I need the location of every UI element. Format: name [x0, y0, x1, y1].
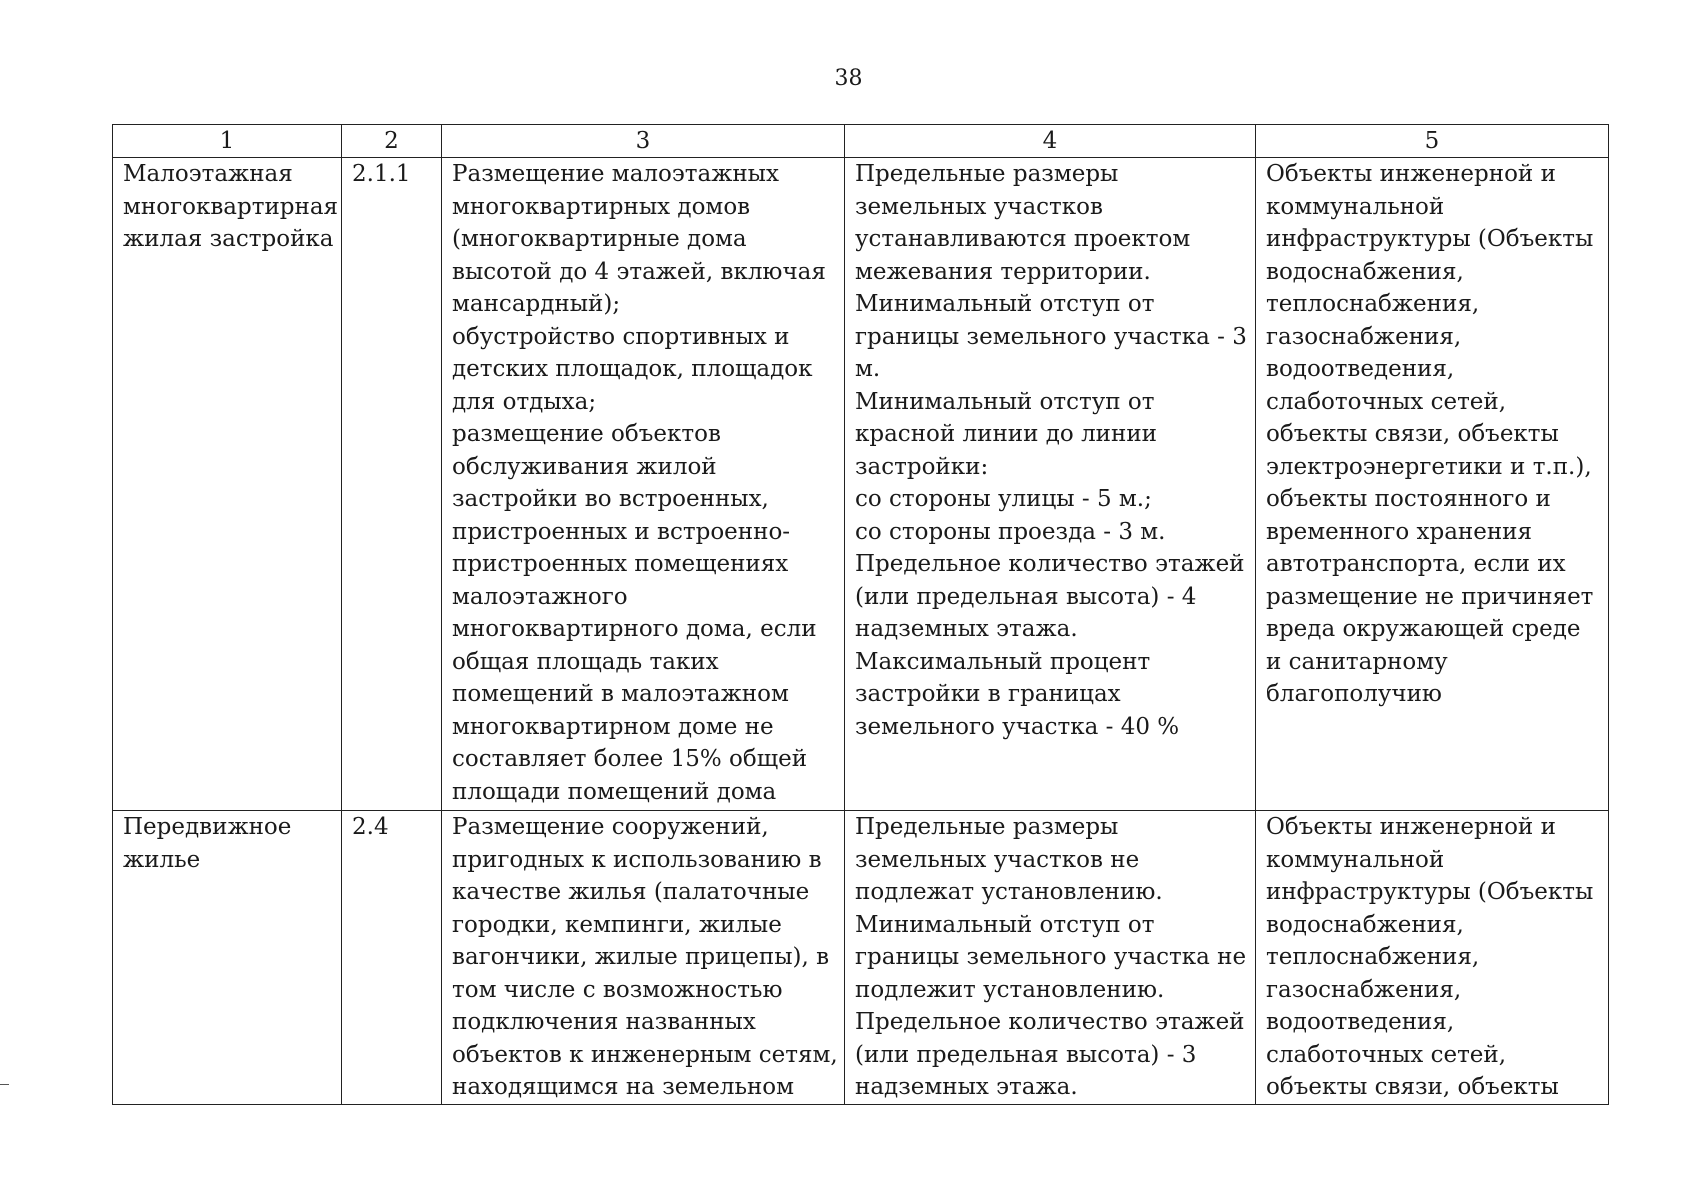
cell-text-line: общая площадь таких — [452, 648, 719, 675]
cell-text-line: жилье — [123, 846, 201, 873]
cell-text-line: объекты связи, объекты — [1266, 1074, 1559, 1100]
cell-text-line: устанавливаются проектом — [855, 226, 1191, 252]
column-header-3: 3 — [442, 125, 845, 158]
auxiliary-uses-cell — [1256, 158, 1609, 811]
cell-text-line: Предельные размеры — [855, 814, 1119, 840]
cell-text-line: границы земельного участка не — [855, 944, 1247, 970]
land-use-name-cell — [113, 158, 342, 811]
cell-text-line: размещение объектов — [452, 421, 721, 447]
cell-text-line: Объекты инженерной и — [1266, 814, 1556, 840]
cell-text-line: пристроенных помещениях — [452, 551, 789, 577]
cell-text-line: со стороны улицы - 5 м.; — [855, 486, 1152, 512]
cell-text-line: многоквартирных домов — [452, 193, 751, 220]
cell-text-line: Минимальный отступ от — [855, 388, 1155, 415]
cell-text-line: для отдыха; — [452, 388, 597, 415]
cell-text-line: Передвижное — [123, 814, 292, 840]
cell-text-line: Размещение малоэтажных — [452, 161, 779, 187]
cell-text-line: Минимальный отступ от — [855, 911, 1155, 938]
cell-text-line: 2.1.1 — [352, 161, 411, 187]
parameters-cell — [845, 158, 1256, 811]
cell-text-line: детских площадок, площадок — [452, 356, 813, 382]
cell-text-line: обустройство спортивных и — [452, 323, 790, 350]
cell-text-line: благополучию — [1266, 681, 1442, 707]
cell-text-line: водоснабжения, — [1266, 258, 1464, 285]
cell-text-line: мансардный); — [452, 291, 621, 317]
auxiliary-uses-cell — [1256, 811, 1609, 1105]
column-header-1: 1 — [113, 125, 342, 158]
cell-text-line: том числе с возможностью — [452, 976, 783, 1003]
cell-text-line: инфраструктуры (Объекты — [1266, 226, 1594, 252]
cell-text-line: малоэтажного — [452, 583, 628, 610]
cell-text-line: (многоквартирные дома — [452, 226, 747, 252]
cell-text-line: Малоэтажная — [123, 161, 293, 187]
cell-text-line: Максимальный процент — [855, 648, 1151, 675]
cell-text-line: составляет более 15% общей — [452, 746, 808, 772]
cell-text-line: жилая застройка — [123, 226, 334, 252]
cell-text-line: инфраструктуры (Объекты — [1266, 879, 1594, 905]
cell-text-line: Предельное количество этажей — [855, 551, 1245, 577]
use-code-cell — [342, 158, 442, 811]
cell-text-line: вреда окружающей среде — [1266, 616, 1581, 642]
column-header-2: 2 — [342, 125, 442, 158]
use-description-cell — [442, 158, 845, 811]
cell-text-line: пригодных к использованию в — [452, 846, 822, 873]
cell-text-line: электроэнергетики и т.п.), — [1266, 453, 1592, 480]
cell-text-line: многоквартирного дома, если — [452, 616, 817, 642]
cell-text-line: коммунальной — [1266, 193, 1445, 220]
cell-text-line: Предельное количество этажей — [855, 1009, 1245, 1035]
regulations-table — [112, 124, 1609, 1105]
column-header-4: 4 — [845, 125, 1256, 158]
parameters-cell — [845, 811, 1256, 1105]
scan-margin-mark — [0, 1084, 9, 1085]
cell-text-line: и санитарному — [1266, 648, 1448, 675]
cell-text-line: подлежат установлению. — [855, 879, 1163, 905]
cell-text-line: вагончики, жилые прицепы), в — [452, 944, 830, 970]
cell-text-line: многоквартирная — [123, 193, 339, 220]
cell-text-line: многоквартирном доме не — [452, 713, 774, 740]
cell-text-line: Объекты инженерной и — [1266, 161, 1556, 187]
cell-text-line: высотой до 4 этажей, включая — [452, 258, 826, 285]
cell-text-line: м. — [855, 356, 881, 382]
cell-text-line: теплоснабжения, — [1266, 944, 1480, 970]
cell-text-line: застройки: — [855, 453, 989, 480]
column-header-5: 5 — [1256, 125, 1609, 158]
cell-text-line: качестве жилья (палаточные — [452, 879, 810, 905]
cell-text-line: красной линии до линии — [855, 421, 1157, 447]
cell-text-line: 2.4 — [352, 814, 389, 840]
table-row — [113, 811, 1609, 1105]
cell-text-line: обслуживания жилой — [452, 453, 717, 480]
cell-text-line: надземных этажа. — [855, 1074, 1078, 1100]
cell-text-line: теплоснабжения, — [1266, 291, 1480, 317]
land-use-name-cell — [113, 811, 342, 1105]
cell-text-line: застройки во встроенных, — [452, 486, 769, 512]
cell-text-line: объектов к инженерным сетям, — [452, 1041, 838, 1068]
cell-text-line: водоснабжения, — [1266, 911, 1464, 938]
cell-text-line: водоотведения, — [1266, 1009, 1455, 1035]
cell-text-line: земельных участков не — [855, 846, 1140, 873]
page-number: 38 — [834, 66, 863, 91]
cell-text-line: площади помещений дома — [452, 778, 777, 805]
cell-text-line: границы земельного участка - 3 — [855, 323, 1247, 350]
cell-text-line: со стороны проезда - 3 м. — [855, 518, 1166, 545]
cell-text-line: находящимся на земельном — [452, 1074, 795, 1100]
cell-text-line: водоотведения, — [1266, 356, 1455, 382]
cell-text-line: временного хранения — [1266, 518, 1533, 545]
cell-text-line: (или предельная высота) - 3 — [855, 1041, 1197, 1068]
cell-text-line: размещение не причиняет — [1266, 583, 1594, 610]
table-header-row — [113, 125, 1609, 158]
cell-text-line: газоснабжения, — [1266, 323, 1462, 350]
cell-text-line: подключения названных — [452, 1009, 756, 1035]
cell-text-line: (или предельная высота) - 4 — [855, 583, 1197, 610]
table-row — [113, 158, 1609, 811]
cell-text-line: объекты связи, объекты — [1266, 421, 1559, 447]
cell-text-line: Размещение сооружений, — [452, 814, 769, 840]
use-description-cell — [442, 811, 845, 1105]
cell-text-line: земельных участков — [855, 193, 1103, 220]
cell-text-line: надземных этажа. — [855, 616, 1078, 642]
cell-text-line: автотранспорта, если их — [1266, 551, 1566, 577]
cell-text-line: Минимальный отступ от — [855, 291, 1155, 317]
cell-text-line: слаботочных сетей, — [1266, 388, 1507, 415]
cell-text-line: объекты постоянного и — [1266, 486, 1551, 512]
cell-text-line: застройки в границах — [855, 681, 1121, 707]
cell-text-line: пристроенных и встроенно- — [452, 518, 791, 545]
cell-text-line: подлежит установлению. — [855, 976, 1165, 1003]
cell-text-line: земельного участка - 40 % — [855, 713, 1180, 740]
cell-text-line: слаботочных сетей, — [1266, 1041, 1507, 1068]
use-code-cell — [342, 811, 442, 1105]
cell-text-line: Предельные размеры — [855, 161, 1119, 187]
cell-text-line: газоснабжения, — [1266, 976, 1462, 1003]
cell-text-line: коммунальной — [1266, 846, 1445, 873]
cell-text-line: межевания территории. — [855, 258, 1151, 285]
cell-text-line: городки, кемпинги, жилые — [452, 911, 782, 938]
cell-text-line: помещений в малоэтажном — [452, 681, 789, 707]
